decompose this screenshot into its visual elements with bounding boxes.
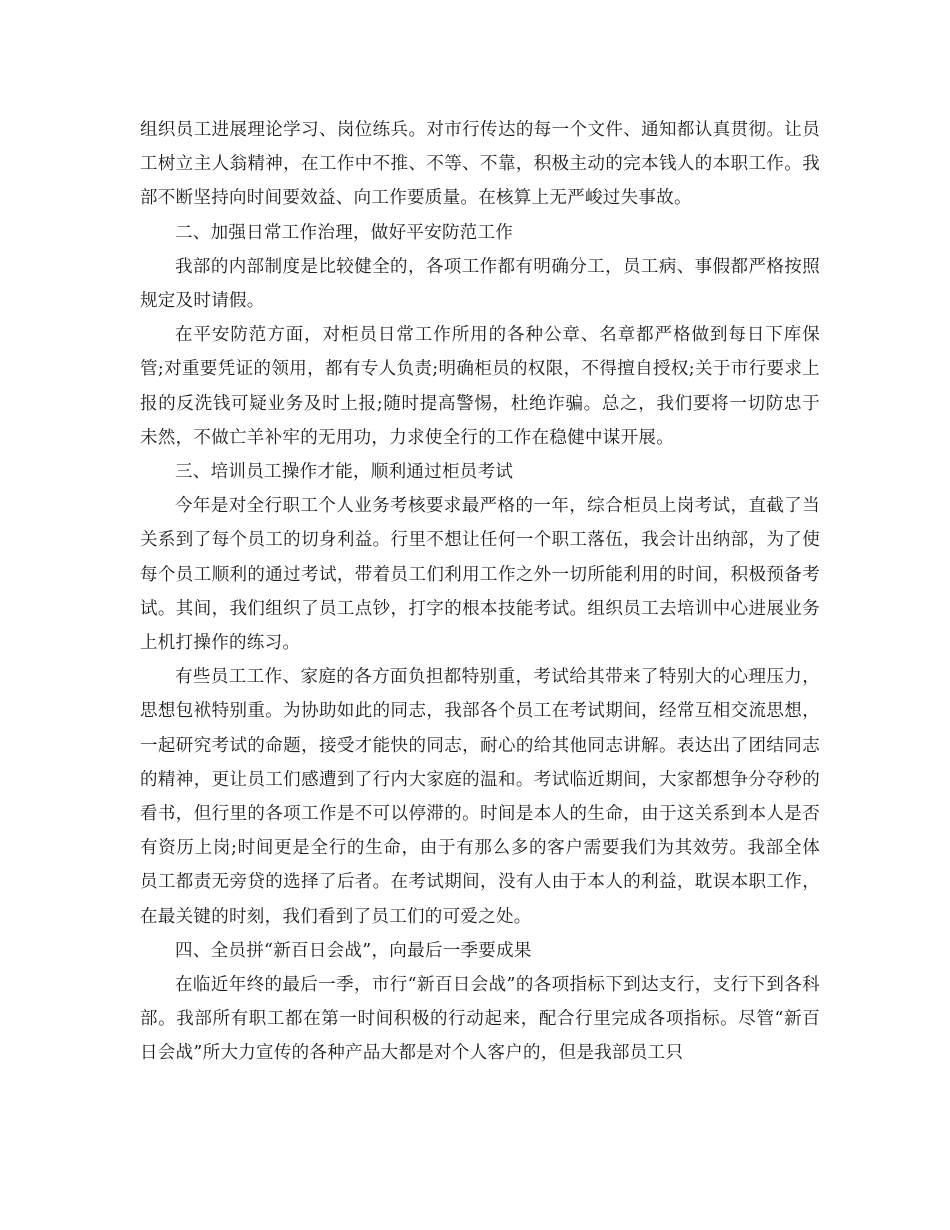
paragraph-6: 在临近年终的最后一季，市行“新百日会战”的各项指标下到达支行，支行下到各科部。我部所有职工都在第一时间积极的行动起来，配合行里完成各项指标。尽管“新百日会战”所大力宣传的各种产品大都是对个人客户的，但是我部员工只 xyxy=(140,975,820,1064)
section-heading-4: 四、全员拼“新百日会战”，向最后一季要成果 xyxy=(175,940,532,961)
paragraph-2: 我部的内部制度是比较健全的，各项工作都有明确分工，员工病、事假都严格按照规定及时请假。 xyxy=(140,256,820,312)
section-heading-2: 二、加强日常工作治理，做好平安防范工作 xyxy=(175,222,514,243)
section-heading-3: 三、培训员工操作才能，顺利通过柜员考试 xyxy=(175,462,514,483)
paragraph-4: 今年是对全行职工个人业务考核要求最严格的一年，综合柜员上岗考试，直截了当关系到了每个员工的切身利益。行里不想让任何一个职工落伍，我会计出纳部，为了使每个员工顺利的通过考试，带着员工们利用工作之外一切所能利用的时间，积极预备考试。其间，我们组织了员工点钞，打字的根本技能考试。组织员工去培训中心进展业务上机打操作的练习。 xyxy=(140,496,820,654)
paragraph-5: 有些员工工作、家庭的各方面负担都特别重，考试给其带来了特别大的心理压力，思想包袱特别重。为协助如此的同志，我部各个员工在考试期间，经常互相交流思想，一起研究考试的命题，接受才能快的同志，耐心的给其他同志讲解。表达出了团结同志的精神，更让员工们感遭到了行内大家庭的温和。考试临近期间，大家都想争分夺秒的看书，但行里的各项工作是不可以停滞的。时间是本人的生命，由于这关系到本人是否有资历上岗;时间更是全行的生命，由于有那么多的客户需要我们为其效劳。我部全体员工都责无旁贷的选择了后者。在考试期间，没有人由于本人的利益，耽误本职工作，在最关键的时刻，我们看到了员工们的可爱之处。 xyxy=(140,667,820,927)
paragraph-3: 在平安防范方面，对柜员日常工作所用的各种公章、名章都严格做到每日下库保管;对重要凭证的领用，都有专人负责;明确柜员的权限，不得擅自授权;关于市行要求上报的反洗钱可疑业务及时上报;随时提高警惕，杜绝诈骗。总之，我们要将一切防忠于未然，不做亡羊补牢的无用功，力求使全行的工作在稳健中谋开展。 xyxy=(140,325,820,448)
document-body xyxy=(140,113,820,1071)
paragraph-1: 组织员工进展理论学习、岗位练兵。对市行传达的每一个文件、通知都认真贯彻。让员工树立主人翁精神，在工作中不推、不等、不靠，积极主动的完本钱人的本职工作。我部不断坚持向时间要效益、向工作要质量。在核算上无严峻过失事故。 xyxy=(140,120,820,209)
